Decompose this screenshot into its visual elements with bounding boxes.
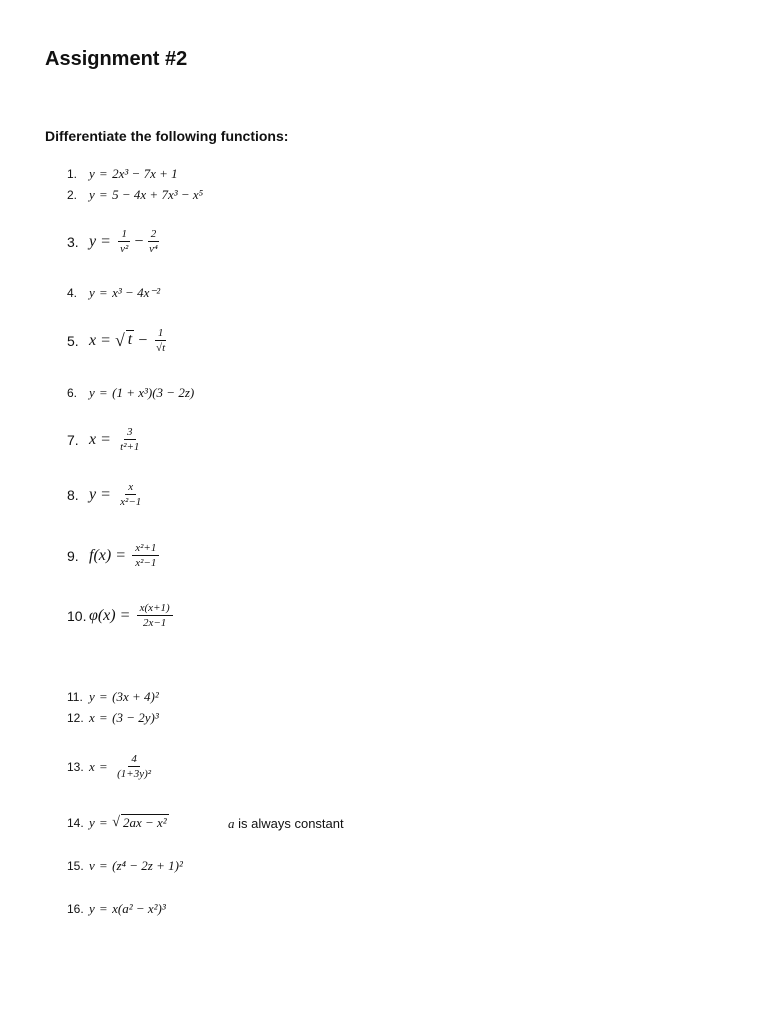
numerator: 3 <box>124 426 136 440</box>
equals-sign: = <box>99 166 108 181</box>
equals-sign: = <box>101 232 111 250</box>
fraction <box>117 481 144 508</box>
equals-sign: = <box>99 187 108 202</box>
problem-number: 16. <box>67 902 84 916</box>
equals-sign: = <box>99 858 108 873</box>
equals-sign: = <box>99 814 108 830</box>
problem-number: 1. <box>67 167 78 181</box>
problem-4 <box>67 285 160 301</box>
lhs: y <box>89 187 95 202</box>
radical-icon: √ <box>112 814 120 830</box>
rhs: (3 − 2y)³ <box>112 710 159 725</box>
numerator: x(x+1) <box>137 602 173 616</box>
fraction <box>137 602 173 629</box>
problem-3 <box>67 228 163 255</box>
fraction <box>114 753 154 780</box>
problem-1 <box>67 166 178 182</box>
lhs: y <box>89 166 95 181</box>
denominator: v² <box>120 243 129 255</box>
lhs: x <box>89 758 95 774</box>
lhs: x <box>89 430 97 448</box>
lhs: f(x) <box>89 546 112 564</box>
problem-number: 9. <box>67 547 79 564</box>
problem-number: 11. <box>67 690 83 704</box>
problem-number: 5. <box>67 332 79 349</box>
problem-number: 3. <box>67 233 79 250</box>
denominator: v⁴ <box>149 243 158 255</box>
problem-10 <box>67 602 175 629</box>
equals-sign: = <box>99 285 108 300</box>
equals-sign: = <box>99 710 108 725</box>
denominator: x²−1 <box>135 557 157 569</box>
lhs: v <box>89 858 95 873</box>
denominator: t²+1 <box>120 441 140 453</box>
denominator: (1+3y)² <box>117 768 152 780</box>
fraction <box>146 228 161 255</box>
fraction <box>117 426 142 453</box>
problem-16 <box>67 901 166 917</box>
equals-sign: = <box>99 689 108 704</box>
lhs: y <box>89 285 95 300</box>
problem-number: 7. <box>67 431 79 448</box>
instructions-heading: Differentiate the following functions: <box>45 128 289 144</box>
rhs: (1 + x³)(3 − 2z) <box>112 385 195 400</box>
note-variable: a <box>228 816 235 831</box>
denominator: √t <box>156 342 166 354</box>
equals-sign: = <box>99 385 108 400</box>
radical-icon: √ <box>115 330 125 350</box>
lhs: x <box>89 710 95 725</box>
numerator: 4 <box>128 753 140 767</box>
problem-number: 4. <box>67 286 78 300</box>
rhs: 2x³ − 7x + 1 <box>112 166 178 181</box>
equals-sign: = <box>99 758 108 774</box>
rhs: (3x + 4)² <box>112 689 159 704</box>
equals-sign: = <box>101 430 111 448</box>
problem-5 <box>67 327 170 354</box>
problem-6 <box>67 385 194 401</box>
lhs: y <box>89 232 97 250</box>
problem-13 <box>67 753 156 780</box>
problem-number: 13. <box>67 759 84 774</box>
problem-number: 2. <box>67 188 78 202</box>
equals-sign: = <box>101 331 111 349</box>
problem-number: 15. <box>67 859 84 873</box>
lhs: x <box>89 331 97 349</box>
equals-sign: = <box>116 546 126 564</box>
lhs: φ(x) <box>89 606 116 624</box>
numerator: 2 <box>148 228 160 242</box>
assignment-title: Assignment #2 <box>45 48 188 70</box>
problem-15 <box>67 858 183 874</box>
lhs: y <box>89 901 95 916</box>
numerator: x²+1 <box>132 542 159 556</box>
rhs: x(a² − x²)³ <box>112 901 166 916</box>
numerator: x <box>125 481 136 495</box>
fraction <box>153 327 168 354</box>
operator: − <box>137 331 149 349</box>
radicand: 2ax − x² <box>122 815 167 830</box>
numerator: 1 <box>155 327 167 341</box>
lhs: y <box>89 814 95 830</box>
problem-12 <box>67 710 159 726</box>
constant-note <box>228 816 344 832</box>
rhs: x³ − 4x⁻² <box>112 285 161 300</box>
lhs: y <box>89 689 95 704</box>
problem-number: 14. <box>67 815 84 830</box>
square-root <box>115 330 134 351</box>
problem-number: 6. <box>67 386 78 400</box>
fraction <box>132 542 159 569</box>
problem-number: 8. <box>67 486 79 503</box>
square-root <box>112 814 169 831</box>
problem-number: 12. <box>67 711 84 725</box>
denominator: 2x−1 <box>142 617 167 629</box>
numerator: 1 <box>118 228 130 242</box>
rhs: 5 − 4x + 7x³ − x⁵ <box>112 187 204 202</box>
radicand: t <box>127 331 133 348</box>
problem-2 <box>67 187 203 203</box>
rhs: (z⁴ − 2z + 1)² <box>112 858 183 873</box>
problem-14 <box>67 814 169 831</box>
lhs: y <box>89 485 97 503</box>
equals-sign: = <box>101 485 111 503</box>
problem-11 <box>67 689 159 705</box>
problem-8 <box>67 481 146 508</box>
fraction <box>117 228 131 255</box>
note-text: is always constant <box>234 816 344 831</box>
problem-9 <box>67 542 161 569</box>
problem-number: 10. <box>67 607 87 624</box>
equals-sign: = <box>120 606 130 624</box>
operator: − <box>133 232 145 250</box>
lhs: y <box>89 385 95 400</box>
denominator: x²−1 <box>120 496 142 508</box>
equals-sign: = <box>99 901 108 916</box>
problem-7 <box>67 426 144 453</box>
